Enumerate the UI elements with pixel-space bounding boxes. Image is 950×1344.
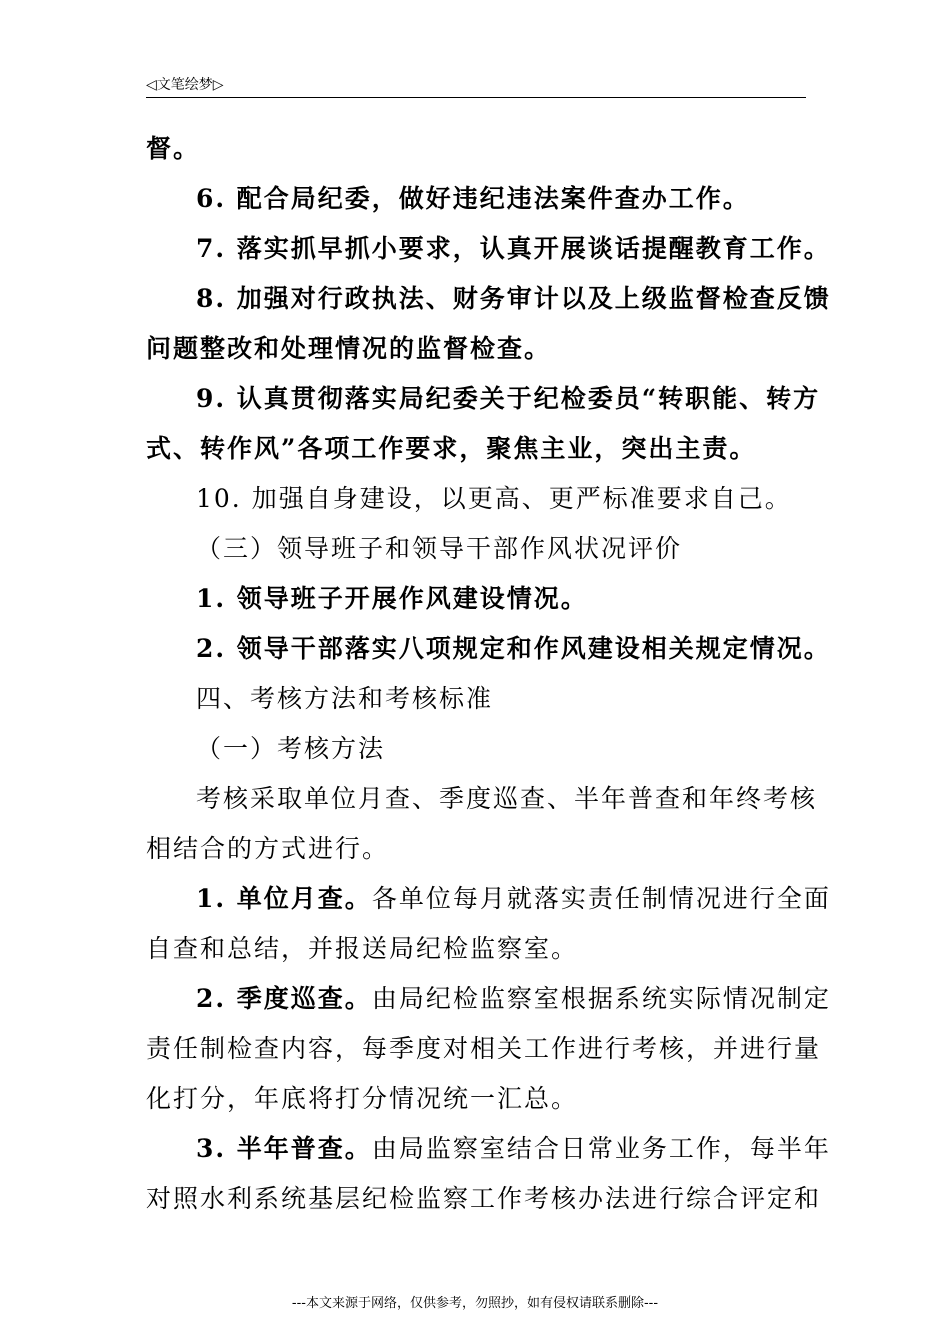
paragraph-text: 1. 领导班子开展作风建设情况。 xyxy=(196,584,588,613)
paragraph-line xyxy=(146,624,831,674)
paragraph-line xyxy=(146,574,806,624)
paragraph-lead: 2. 季度巡查。 xyxy=(196,984,372,1013)
paragraph-line xyxy=(146,1174,822,1224)
paragraph-lead: 3. 半年普查。 xyxy=(196,1134,372,1163)
paragraph-line xyxy=(146,274,831,324)
paragraph-line xyxy=(146,524,806,574)
paragraph-line xyxy=(146,924,806,974)
paragraph-text: 由局监察室结合日常业务工作，每半年 xyxy=(371,1134,831,1163)
paragraph-text: 四、考核方法和考核标准 xyxy=(196,684,494,713)
paragraph-text: 2. 领导干部落实八项规定和作风建设相关规定情况。 xyxy=(196,634,831,663)
paragraph-line xyxy=(146,374,821,424)
page-footer: ---本文来源于网络，仅供参考，勿照抄，如有侵权请联系删除--- xyxy=(291,1296,659,1311)
paragraph-line xyxy=(146,324,806,374)
paragraph-line xyxy=(146,974,831,1024)
paragraph-text: 自查和总结，并报送局纪检监察室。 xyxy=(146,934,579,963)
paragraph-line xyxy=(146,1074,806,1124)
paragraph-text: 6. 配合局纪委，做好违纪违法案件查办工作。 xyxy=(196,184,750,213)
page-header xyxy=(146,70,806,98)
paragraph-text: 督。 xyxy=(146,134,201,163)
paragraph-line xyxy=(146,774,818,824)
paragraph-text: 责任制检查内容，每季度对相关工作进行考核，并进行量 xyxy=(146,1034,822,1063)
paragraph-text: 化打分，年底将打分情况统一汇总。 xyxy=(146,1084,579,1113)
paragraph-text: 各单位每月就落实责任制情况进行全面 xyxy=(371,884,831,913)
paragraph-line xyxy=(146,224,831,274)
paragraph-line xyxy=(146,724,806,774)
paragraph-line xyxy=(146,474,806,524)
paragraph-text: 10. 加强自身建设，以更高、更严标准要求自己。 xyxy=(196,484,792,513)
paragraph-text: （三）领导班子和领导干部作风状况评价 xyxy=(196,534,683,563)
paragraph-text: 8. 加强对行政执法、财务审计以及上级监督检查反馈 xyxy=(196,284,831,313)
paragraph-text: 考核采取单位月查、季度巡查、半年普查和年终考核 xyxy=(196,784,818,813)
paragraph-line xyxy=(146,824,806,874)
paragraph-line xyxy=(146,124,806,174)
paragraph-text: 对照水利系统基层纪检监察工作考核办法进行综合评定和 xyxy=(146,1184,822,1213)
document-body xyxy=(146,124,831,1224)
paragraph-line xyxy=(146,1124,831,1174)
paragraph-line xyxy=(146,674,806,724)
paragraph-line xyxy=(146,1024,822,1074)
paragraph-text: 式、转作风”各项工作要求，聚焦主业，突出主责。 xyxy=(146,434,757,463)
header-text: ◁文笔绘梦▷ xyxy=(146,77,224,93)
paragraph-line xyxy=(146,174,806,224)
paragraph-text: 相结合的方式进行。 xyxy=(146,834,390,863)
paragraph-text: （一）考核方法 xyxy=(196,734,386,763)
paragraph-text: 9. 认真贯彻落实局纪委关于纪检委员“转职能、转方 xyxy=(196,384,821,413)
paragraph-text: 7. 落实抓早抓小要求，认真开展谈话提醒教育工作。 xyxy=(196,234,831,263)
paragraph-line xyxy=(146,874,831,924)
paragraph-lead: 1. 单位月查。 xyxy=(196,884,372,913)
paragraph-text: 问题整改和处理情况的监督检查。 xyxy=(146,334,552,363)
paragraph-line xyxy=(146,424,806,474)
paragraph-text: 由局纪检监察室根据系统实际情况制定 xyxy=(371,984,831,1013)
